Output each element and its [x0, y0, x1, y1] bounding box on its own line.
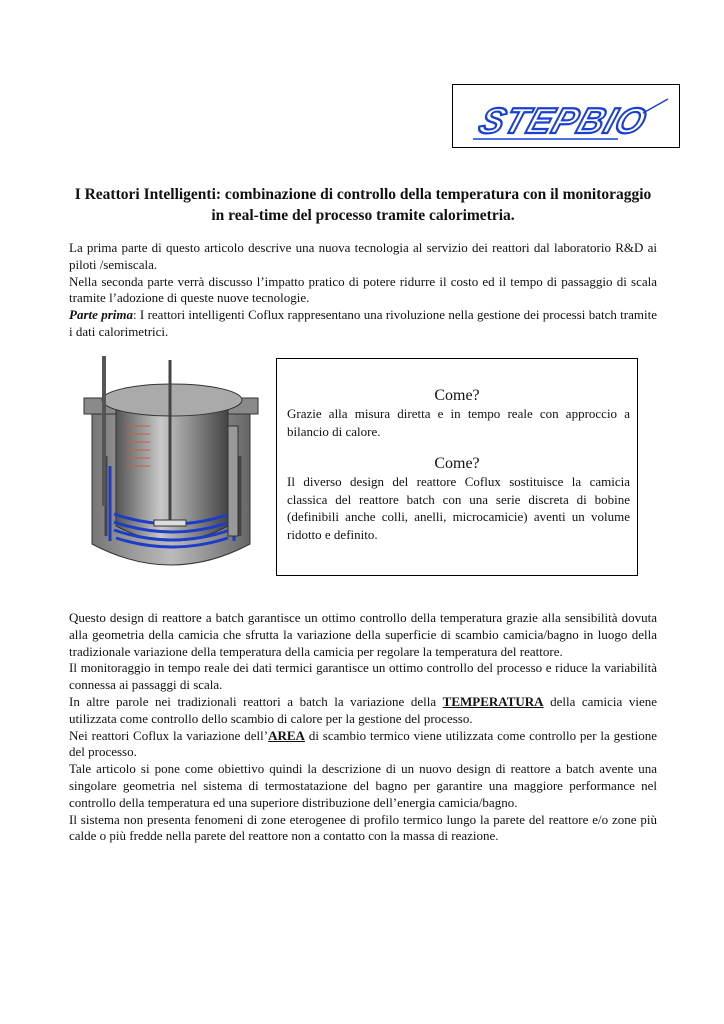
body-paragraph-5: Tale articolo si pone come obiettivo quindi la descrizione di un nuovo design di reattore a batch avente una singolare geometria nel sistema di termostatazione del bagno per garantire una maggiore performance nel controllo della temperatura ed una superiore distribuzione dell’energia camicia/bagno. [69, 761, 657, 810]
body-paragraph-4 [69, 728, 657, 762]
keyword-temperatura: TEMPERATURA [442, 693, 544, 709]
body-paragraph-1: Questo design di reattore a batch garantisce un ottimo controllo della temperatura grazie alla sensibilità dovuta alla geometria della camicia che sfrutta la variazione della superficie di scambio camicia/bagno in luogo della tradizionale variazione della temperatura della camicia per regolare la temperatura del reattore. [69, 610, 657, 659]
reactor-illustration [80, 356, 262, 578]
come-text-2: Il diverso design del reattore Coflux sostituisce la camicia classica del reattore batch con una serie discreta di bobine (definibili anche colli, anelli, microcamicie) aventi un volume ridotto e definito. [287, 474, 630, 542]
parte-prima-text: : I reattori intelligenti Coflux rappresentano una rivoluzione nella gestione dei processi batch tramite i dati calorimetrici. [69, 307, 657, 339]
p4-before: Nei reattori Coflux la variazione dell’ [69, 727, 269, 743]
intro-paragraph-3 [69, 307, 657, 341]
p3-after: della camicia viene utilizzata come controllo dello scambio di calore per la gestione del processo. [69, 693, 657, 726]
page-title: I Reattori Intelligenti: combinazione di controllo della temperatura con il monitoraggio in real-time del processo tramite calorimetria. [74, 186, 652, 224]
come-heading-1: Come? [434, 387, 480, 404]
come-text-1: Grazie alla misura diretta e in tempo reale con approccio a bilancio di calore. [287, 406, 630, 439]
body-paragraph-3 [69, 694, 657, 728]
logo-box [452, 84, 680, 148]
body-section [69, 610, 657, 845]
come-heading-2: Come? [434, 455, 480, 472]
p4-after: di scambio termico viene utilizzata come controllo per la gestione del processo. [69, 727, 657, 760]
parte-prima-label: Parte prima [69, 307, 133, 323]
body-paragraph-2: Il monitoraggio in tempo reale dei dati termici garantisce un ottimo controllo del processo e riduce la variabilità connessa ai passaggi di scala. [69, 660, 657, 693]
body-paragraph-6: Il sistema non presenta fenomeni di zone eterogenee di profilo termico lungo la parete del reattore e/o zone più calde o più fredde nella parete del reattore non a contatto con la massa di reazione. [69, 811, 657, 844]
p3-before: In altre parole nei tradizionali reattori a batch la variazione della [69, 693, 443, 709]
keyword-area: AREA [268, 727, 305, 743]
intro-paragraph-2: Nella seconda parte verrà discusso l’impatto pratico di potere ridurre il costo ed il tempo di passaggio di scala tramite l’adozione di queste nuove tecnologie. [69, 273, 657, 306]
come-box [276, 358, 638, 576]
intro-paragraph-1: La prima parte di questo articolo descrive una nuova tecnologia al servizio dei reattori dal laboratorio R&D ai piloti /semiscala. [69, 240, 657, 272]
stepbio-logo [463, 89, 673, 145]
intro-section [69, 240, 657, 341]
logo-text: STEPBIO [474, 100, 653, 141]
